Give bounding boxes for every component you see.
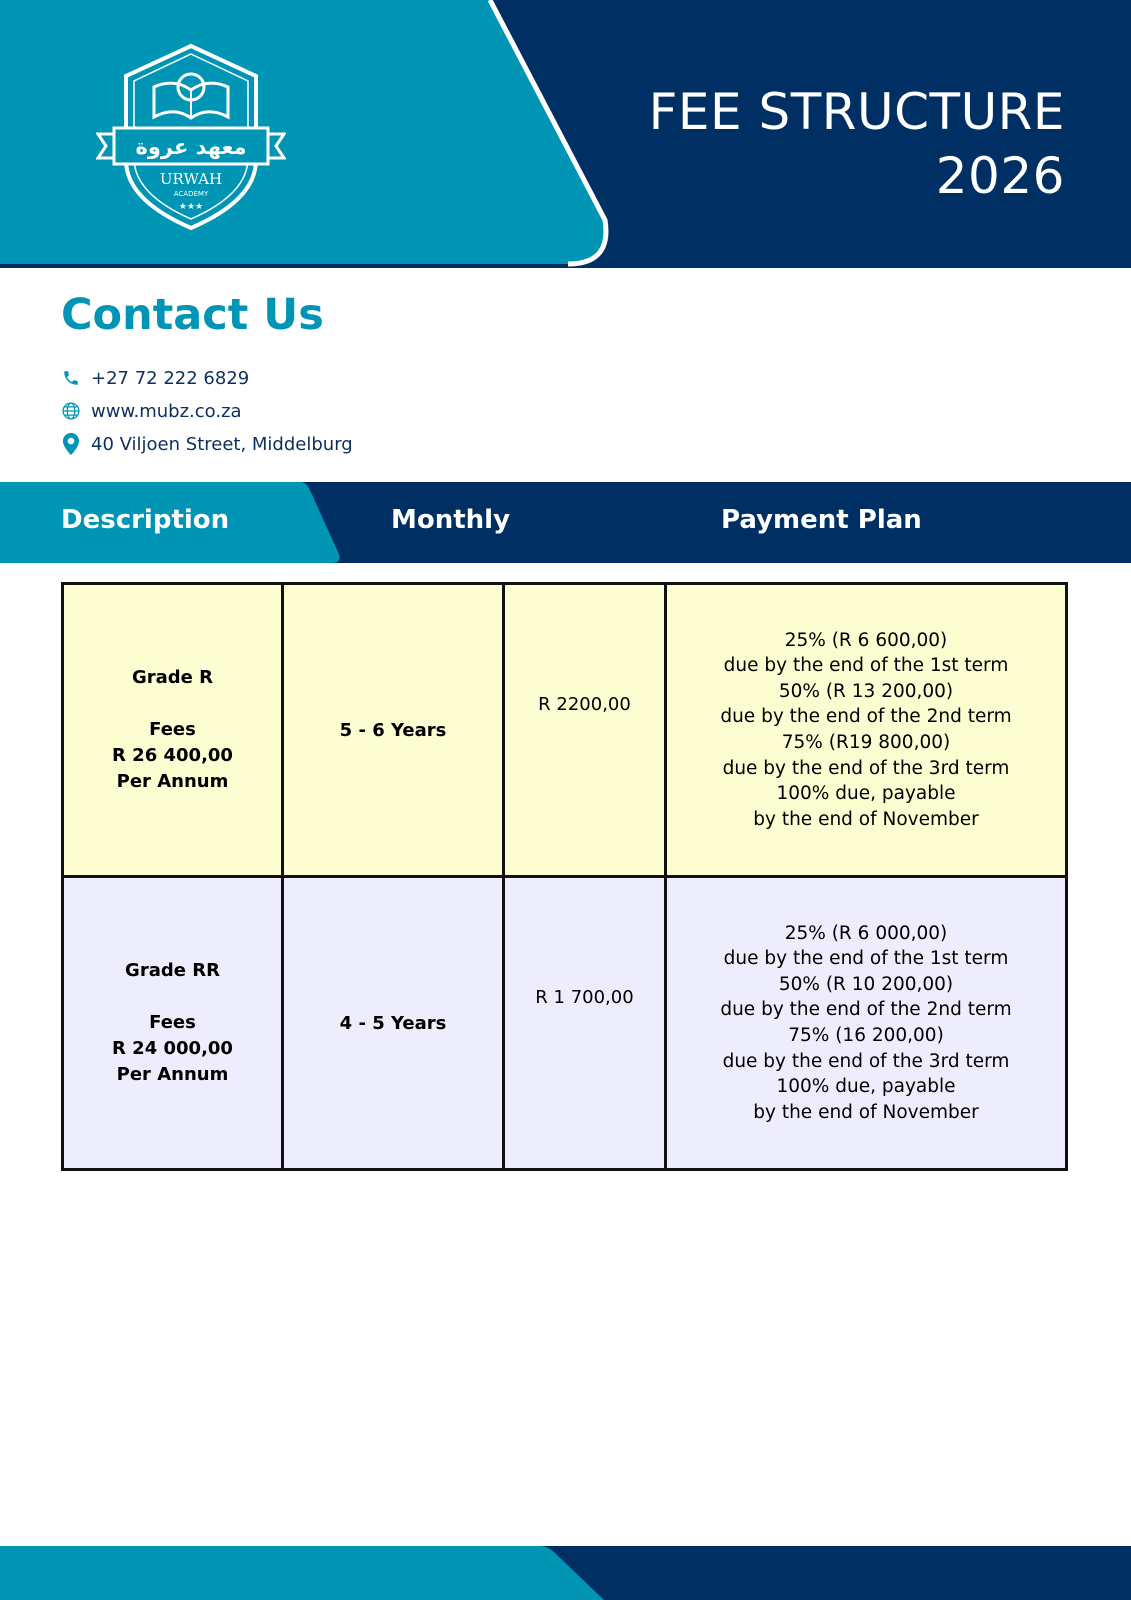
phone-icon [61, 368, 81, 388]
plan-line: 50% (R 13 200,00) [778, 680, 954, 702]
logo-arabic-text: معهد عروة [135, 135, 247, 159]
logo-subtitle-text: ACADEMY [173, 190, 209, 198]
plan-line: due by the end of the 3rd term [722, 757, 1010, 779]
plan-line: due by the end of the 1st term [723, 948, 1009, 970]
column-monthly: Monthly [391, 505, 511, 535]
fees-label: Fees [149, 719, 196, 740]
table-row-grade-r [63, 584, 1067, 877]
age-cell [283, 584, 504, 877]
monthly-amount: R 2200,00 [538, 693, 631, 715]
logo-name-text: URWAH [159, 170, 223, 188]
fee-table [61, 582, 1068, 1171]
contact-phone[interactable] [61, 365, 249, 391]
fees-amount: R 24 000,00 [112, 1038, 233, 1059]
plan-line: 25% (R 6 600,00) [784, 629, 948, 651]
plan-line: due by the end of the 3rd term [722, 1050, 1010, 1072]
plan-line: due by the end of the 2nd term [720, 999, 1012, 1021]
age-range: 4 - 5 Years [339, 1012, 447, 1034]
fees-amount: R 26 400,00 [112, 745, 233, 766]
contact-phone-text: +27 72 222 6829 [91, 367, 250, 389]
plan-line: 100% due, payable [776, 1076, 956, 1098]
contact-address-text: 40 Viljoen Street, Middelburg [91, 433, 353, 455]
age-cell [283, 877, 504, 1170]
plan-line: by the end of November [753, 808, 979, 830]
contact-website[interactable] [61, 398, 242, 424]
plan-line: 75% (R19 800,00) [781, 732, 951, 753]
plan-line: due by the end of the 2nd term [720, 706, 1012, 728]
contact-address[interactable] [61, 431, 353, 457]
plan-line: 75% (16 200,00) [788, 1025, 944, 1046]
plan-line: 100% due, payable [776, 783, 956, 805]
contact-heading: Contact Us [61, 290, 324, 340]
monthly-cell [504, 877, 666, 1170]
description-cell [63, 877, 283, 1170]
description-cell [63, 584, 283, 877]
payment-plan-cell [666, 877, 1067, 1170]
title-line-1: FEE STRUCTURE [648, 83, 1065, 141]
monthly-cell [504, 584, 666, 877]
fees-label: Fees [149, 1012, 196, 1033]
contact-website-text: www.mubz.co.za [91, 400, 242, 422]
footer-band [0, 1546, 1131, 1600]
plan-line: due by the end of the 1st term [723, 655, 1009, 677]
age-range: 5 - 6 Years [339, 719, 447, 741]
plan-line: 50% (R 10 200,00) [778, 973, 954, 995]
title-line-2: 2026 [935, 147, 1065, 205]
grade-name: Grade RR [125, 960, 220, 981]
page-title [649, 80, 1065, 208]
svg-text:★★★: ★★★ [178, 202, 204, 212]
fees-period: Per Annum [116, 1064, 229, 1085]
grade-name: Grade R [131, 667, 214, 688]
column-payment-plan: Payment Plan [721, 505, 922, 535]
fees-period: Per Annum [116, 771, 229, 792]
academy-logo [96, 42, 286, 232]
payment-plan-cell [666, 584, 1067, 877]
plan-line: by the end of November [753, 1101, 979, 1123]
column-description: Description [61, 505, 230, 535]
location-pin-icon [61, 434, 81, 454]
globe-icon [61, 401, 81, 421]
monthly-amount: R 1 700,00 [535, 986, 634, 1008]
table-row-grade-rr [63, 877, 1067, 1170]
plan-line: 25% (R 6 000,00) [784, 922, 948, 944]
